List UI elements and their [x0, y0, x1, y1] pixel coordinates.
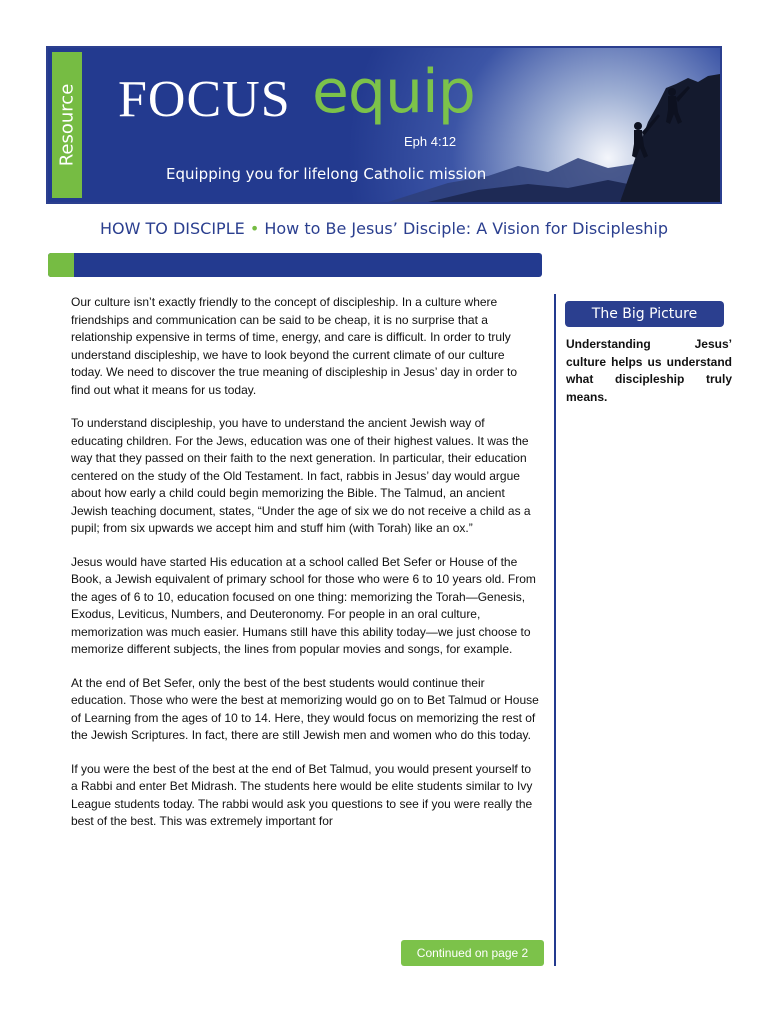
sidebar-title: The Big Picture: [565, 301, 724, 327]
title-separator-bar: [48, 253, 542, 277]
header-banner: [46, 46, 722, 204]
continued-button[interactable]: Continued on page 2: [401, 940, 544, 966]
brand-focus-wordmark: FOCUS: [118, 71, 291, 128]
document-title: [0, 219, 768, 238]
banner-tagline: Equipping you for lifelong Catholic mission: [166, 165, 487, 183]
resource-label: Resource: [56, 83, 78, 167]
paragraph: At the end of Bet Sefer, only the best of the best students would continue their education. Those who were the best at memorizing would go on to Bet Talmud or House of Learning from the ages of 10 to 14. Here, they would focus on memorizing the rest of the Jewish Scriptures. In fact, there are still Jewish men and women who do this today.: [71, 675, 539, 742]
paragraph: Jesus would have started His education at a school called Bet Sefer or House of the Book, a Jewish equivalent of primary school for those who were 6 to 10 years old. From the ages of 6 to 10, education focused on one thing: memorizing the Torah—Genesis, Exodus, Leviticus, Numbers, and Deuteronomy. For people in an oral culture, memorization was much easier. Humans still have this ability today—we just choose to memorize different subjects, the lines from popular movies and songs, for example.: [71, 554, 536, 656]
scripture-reference: Eph 4:12: [404, 134, 457, 149]
title-bullet: •: [249, 219, 260, 238]
separator-green-accent: [48, 253, 74, 277]
headline: How to Be Jesus’ Disciple: A Vision for Discipleship: [264, 219, 669, 238]
section-label: HOW TO DISCIPLE: [99, 219, 245, 238]
paragraph: To understand discipleship, you have to understand the ancient Jewish way of educating children. For the Jews, education was one of their highest values. It was the way that they passed on their faith to the next generation. In particular, their education centered on the study of the Old Testament. In fact, rabbis in Jesus’ day would argue about how early a child could begin memorizing the Bible. The Talmud, an ancient Jewish teaching document, states, “Under the age of six we do not receive a child as a pupil; from six upwards we accept him and stuff him (with Torah) like an ox.”: [71, 416, 531, 535]
brand-equip-wordmark: equip: [312, 57, 475, 127]
paragraph: Our culture isn’t exactly friendly to the concept of discipleship. In a culture where friendships and communication can be said to be cheap, it is no surprise that a relationship expensive in terms of time, energy, and care is difficult. In order to truly understand discipleship, we have to look beyond the current climate of our culture today. We need to discover the true meaning of discipleship in Jesus’ day in order to find out what it means for us today.: [71, 295, 518, 397]
article-body: [71, 294, 539, 847]
paragraph: If you were the best of the best at the end of Bet Talmud, you would present yourself to a Rabbi and enter Bet Midrash. The students here would be elite students similar to Ivy League students today. The rabbi would ask you questions to see if you were really the best of the best. This was extremely important for: [71, 761, 533, 828]
column-divider: [554, 294, 556, 966]
sidebar-text: Understanding Jesus’ culture helps us understand what discipleship truly means.: [566, 337, 732, 404]
